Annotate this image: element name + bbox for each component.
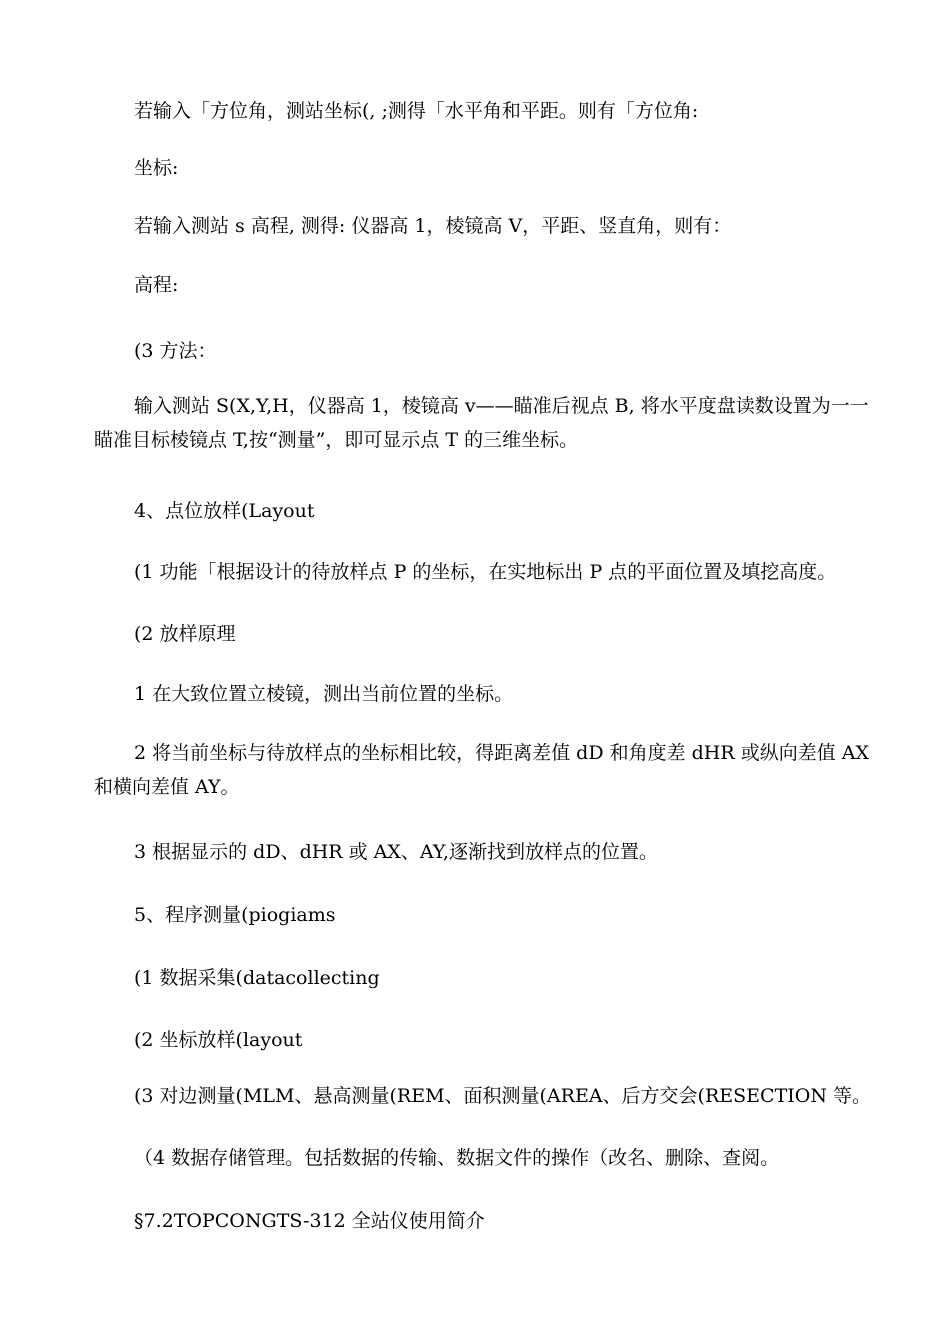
paragraph-principle-step-2: 2 将当前坐标与待放样点的坐标相比较，得距离差值 dD 和角度差 dHR 或纵向差值 AX 和横向差值 AY。 [94, 742, 870, 798]
paragraph-program-layout: (2 坐标放样(layout [134, 1029, 303, 1051]
paragraph-elevation-label: 高程: [134, 274, 179, 296]
paragraph-program-mlm-rem-area: (3 对边测量(MLM、悬高测量(REM、面积测量(AREA、后方交会(RESECTION 等。 [134, 1085, 871, 1107]
section-layout-heading: 4、点位放样(Layout [134, 500, 315, 522]
paragraph-layout-principle-heading: (2 放样原理 [134, 623, 236, 645]
paragraph-azimuth-input: 若输入「方位角，测站坐标(, ;测得「水平角和平距。则有「方位角: [134, 100, 699, 122]
paragraph-elevation-input: 若输入测站 s 高程, 测得: 仪器高 1，棱镜高 V，平距、竖直角，则有： [134, 215, 732, 237]
paragraph-method-heading: (3 方法： [134, 340, 217, 362]
paragraph-principle-step-3: 3 根据显示的 dD、dHR 或 AX、AY,逐渐找到放样点的位置。 [134, 841, 659, 863]
paragraph-program-data-collecting: (1 数据采集(datacollecting [134, 967, 380, 989]
paragraph-principle-step-1: 1 在大致位置立棱镜，测出当前位置的坐标。 [134, 683, 514, 705]
paragraph-layout-function: (1 功能「根据设计的待放样点 P 的坐标，在实地标出 P 点的平面位置及填挖高度。 [134, 561, 837, 583]
paragraph-program-data-storage: （4 数据存储管理。包括数据的传输、数据文件的操作（改名、删除、查阅。 [134, 1147, 780, 1169]
paragraph-method-steps: 输入测站 S(X,Y,H，仪器高 1，棱镜高 v——瞄准后视点 B, 将水平度盘读数设置为一一瞄准目标棱镜点 T,按“测量”，即可显示点 T 的三维坐标。 [94, 395, 869, 451]
paragraph-coordinates-label: 坐标: [134, 157, 179, 179]
section-programs-heading: 5、程序测量(piogiams [134, 904, 336, 926]
section-topcon-heading: §7.2TOPCONGTS-312 全站仪使用简介 [134, 1210, 485, 1232]
